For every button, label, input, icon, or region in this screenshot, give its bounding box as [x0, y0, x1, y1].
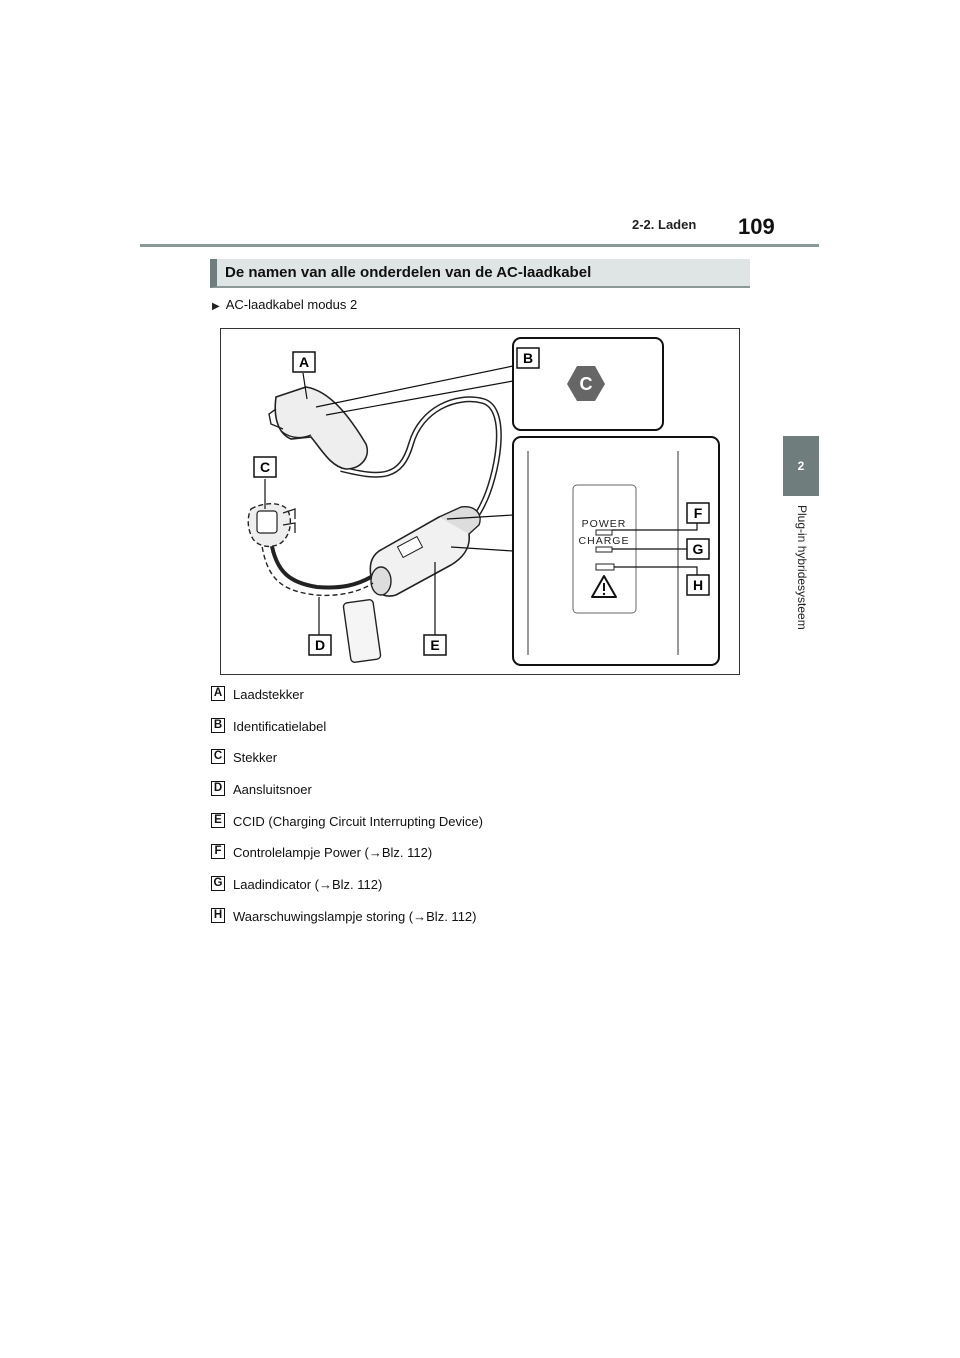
chapter-tab-label: Plug-in hybridesysteem [795, 505, 809, 630]
power-label: POWER [581, 518, 627, 530]
legend-letter: F [211, 844, 225, 859]
legend-item [211, 781, 731, 813]
subheading [212, 297, 357, 312]
legend-item [211, 749, 731, 781]
legend-text: Controlelampje Power (→Blz. 112) [233, 845, 433, 861]
svg-text:B: B [522, 350, 534, 366]
callout-d [309, 635, 331, 655]
legend-letter: A [211, 686, 225, 701]
legend-item [211, 876, 731, 908]
legend-text: Waarschuwingslampje storing (→Blz. 112) [233, 908, 477, 924]
legend-letter: C [211, 749, 225, 764]
legend-text: CCID (Charging Circuit Interrupting Device) [233, 813, 483, 829]
section-title: De namen van alle onderdelen van de AC-laadkabel [225, 264, 592, 281]
charging-cable-figure [220, 328, 740, 675]
callout-e [424, 635, 446, 655]
chapter-tab: 2 [783, 436, 819, 496]
legend-item [211, 686, 731, 718]
legend-letter: H [211, 908, 225, 923]
callout-f [687, 503, 709, 523]
svg-text:F: F [693, 505, 703, 521]
legend-item [211, 813, 731, 845]
callout-b [517, 348, 539, 368]
legend-letter: E [211, 813, 225, 828]
svg-text:C: C [259, 459, 271, 475]
svg-text:G: G [692, 541, 704, 557]
svg-text:H: H [692, 577, 704, 593]
charge-label: CHARGE [578, 535, 630, 547]
header-divider [140, 244, 819, 247]
charging-cable-illustration [221, 329, 741, 676]
parts-legend [211, 686, 731, 940]
section-title-bar [210, 259, 750, 288]
callout-c [254, 457, 276, 477]
svg-text:A: A [298, 354, 310, 370]
legend-text: Laadstekker [233, 687, 304, 702]
charge-lamp [596, 547, 612, 552]
legend-letter: B [211, 718, 225, 733]
legend-item [211, 718, 731, 750]
svg-text:E: E [430, 637, 440, 653]
legend-item [211, 844, 731, 876]
legend-text: Stekker [233, 750, 278, 766]
svg-text:D: D [314, 637, 326, 653]
page-number: 109 [738, 214, 775, 239]
cable-tag [343, 599, 381, 663]
fault-lamp [596, 564, 614, 570]
legend-text: Aansluitsnoer [233, 782, 312, 798]
callout-a [293, 352, 315, 372]
leader-b-2 [326, 381, 513, 415]
callout-g [687, 539, 709, 559]
triangle-bullet-icon: ▶ [212, 301, 220, 312]
subheading-text: AC-laadkabel modus 2 [225, 297, 358, 312]
legend-item [211, 908, 731, 940]
callout-h [687, 575, 709, 595]
legend-text: Laadindicator (→Blz. 112) [233, 877, 383, 893]
legend-text: Identificatielabel [233, 718, 327, 734]
header-section-title: 2-2. Laden [632, 217, 697, 232]
legend-letter: G [211, 876, 225, 891]
legend-letter: D [211, 781, 225, 796]
hexagon-badge-letter: C [579, 374, 593, 394]
